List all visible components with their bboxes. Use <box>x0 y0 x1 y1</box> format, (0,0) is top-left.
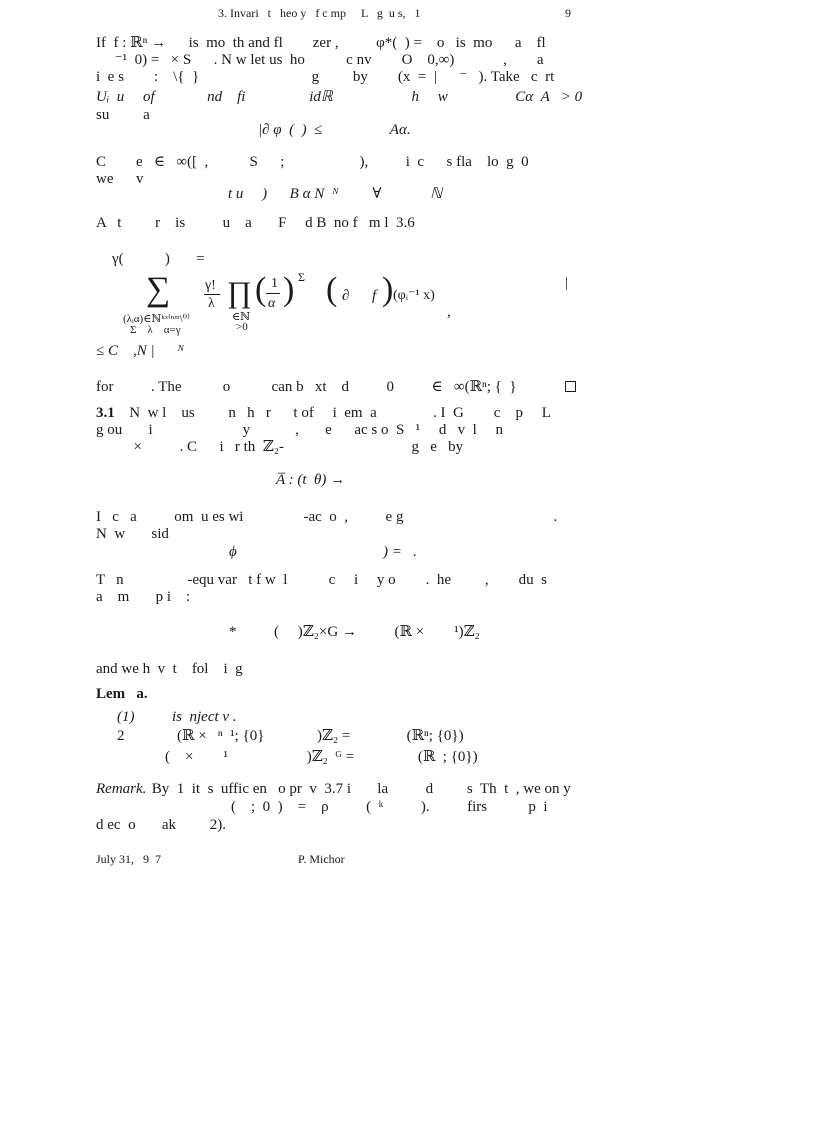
paragraph-line: I c a om u es wi -ac o , e g . <box>96 509 558 525</box>
paragraph-line: g ou i y , e ac s o S ¹ d v l n <box>96 422 503 438</box>
paragraph-line: T n -equ var t f w l c i y o . he , du s <box>96 572 547 588</box>
function-f: f <box>372 288 377 304</box>
fraction-denominator: λ <box>208 296 215 311</box>
lemma-item-1: (1) is nject v . <box>117 709 237 725</box>
summation-symbol: ∑ <box>146 271 171 308</box>
product-subscript: ∈ℕ <box>232 311 251 323</box>
exponent-sigma: Σ <box>298 270 305 284</box>
paragraph-line: d ec o ak 2). <box>96 817 226 833</box>
left-paren: ( <box>255 271 267 308</box>
paragraph-line: If f : ℝⁿ → is mo th and fl zer , φ*( ) = o is mo a fl <box>96 35 546 51</box>
paragraph-line: su a <box>96 107 150 123</box>
display-equation: t u ) B α N ᴺ ∀ ℕ <box>228 186 443 202</box>
paragraph-line: N w sid <box>96 526 169 542</box>
right-paren: ) <box>283 271 295 308</box>
display-equation: ϕ ) = . <box>229 544 417 560</box>
paragraph-line: N w l us n h r t of i em a . I G c p L <box>118 405 551 421</box>
sum-subscript: Σ λ α=γ <box>130 324 181 336</box>
lemma-item-2-continued: ( × ¹ )ℤ₂ ᴳ = (ℝ ; {0}) <box>165 749 478 765</box>
paragraph-line: C e ∈ ∞([ , S ; ), i c s fla lo g 0 <box>96 154 529 170</box>
display-equation: |∂ φ ( ) ≤ Aα. <box>258 122 411 138</box>
partial-symbol: ∂ <box>342 288 350 304</box>
qed-symbol <box>565 381 576 392</box>
fraction-numerator: γ! <box>205 278 216 293</box>
footer-author: P. Michor <box>298 852 345 866</box>
paragraph-line: A t r is u a F d B no f m l 3.6 <box>96 215 415 231</box>
fraction-bar <box>266 293 280 294</box>
footer-date: July 31, 9 7 <box>96 852 162 866</box>
equation-bar: | <box>565 275 569 291</box>
equation-argument: (φᵢ⁻¹ x) <box>393 288 435 303</box>
lemma-title: Lem a. <box>96 686 148 702</box>
equation-comma: , <box>447 304 451 320</box>
sum-subscript: (λᵢα)∈ℕᵏˣ⁽ⁿᵐ\⁰⁾ <box>123 313 190 325</box>
section-number: 3.1 <box>96 405 115 421</box>
lemma-item-2: 2 (ℝ × ⁿ ¹; {0} )ℤ₂ = (ℝⁿ; {0}) <box>117 728 464 744</box>
page-number: 9 <box>565 6 571 20</box>
paragraph-line: i e s : \{ } g by (x = | ⁻ ). Take c rt <box>96 69 555 85</box>
display-equation: * ( )ℤ₂×G → (ℝ × ¹)ℤ₂ <box>229 624 480 640</box>
paragraph-line: for . The o can b xt d 0 ∈ ∞(ℝⁿ; { } <box>96 379 517 395</box>
paragraph-line: we v <box>96 171 144 187</box>
paragraph-line: ⁻¹ 0) = × S . N w let us ho c nv O 0,∞) , a <box>96 52 544 68</box>
fraction-denominator: α <box>268 296 276 311</box>
remark-label: Remark. <box>96 781 147 797</box>
right-paren: ) <box>382 271 394 308</box>
fraction-numerator: 1 <box>271 276 278 291</box>
running-title: 3. Invari t heo y f c mp L g u s, 1 <box>218 6 421 20</box>
paragraph-line: Uᵢ u of nd fi idℝ h w Cα A > 0 <box>96 89 583 105</box>
paragraph-line: × . C i r th ℤ₂- g e by <box>96 439 464 455</box>
product-symbol: ∏ <box>227 276 252 309</box>
product-subscript: >0 <box>236 321 248 333</box>
display-equation: A̅ : (t θ) → <box>276 472 346 488</box>
paragraph-line: ( ; 0 ) = ρ ( ᵏ ). firs p i <box>96 799 548 815</box>
left-paren: ( <box>326 271 338 308</box>
paragraph-line: a m p i : <box>96 589 191 605</box>
paragraph-line: and we h v t fol i g <box>96 661 243 677</box>
paragraph-line: By 1 it s uffic en o pr v 3.7 i la d s Th t , we on y <box>148 781 571 797</box>
equation-bound: ≤ C ,N | ᴺ <box>96 343 185 359</box>
equation-lhs: γ( ) = <box>112 251 205 267</box>
